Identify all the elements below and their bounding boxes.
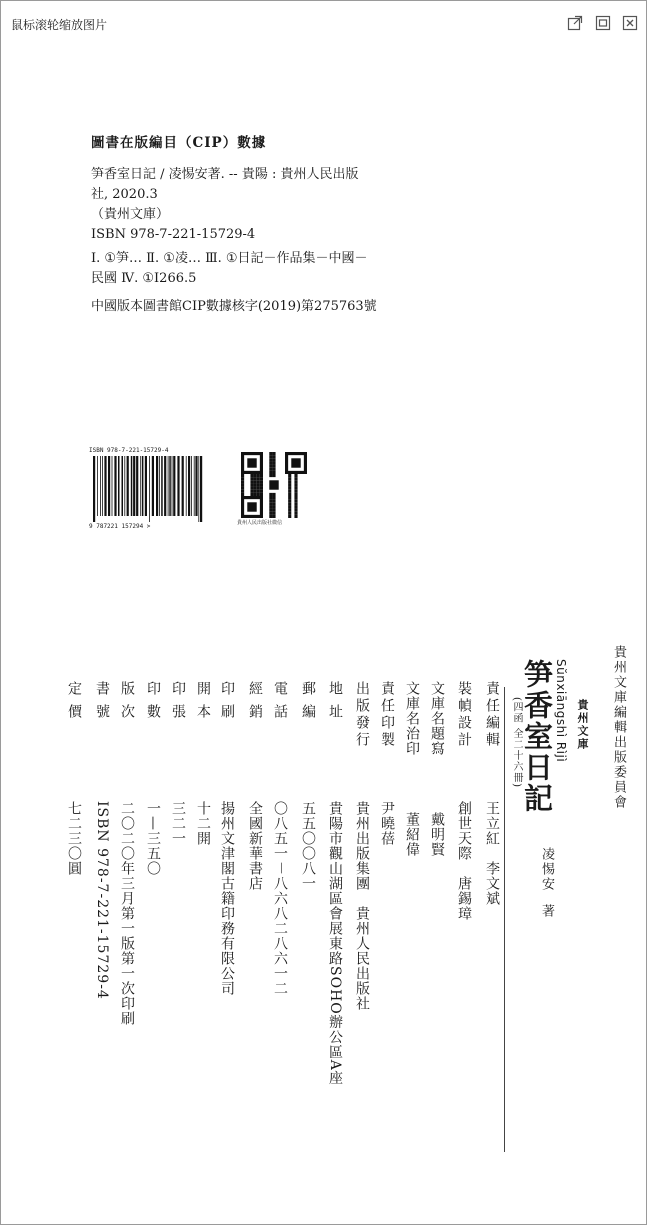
colophon-value: 創世天際 唐錫璋: [456, 801, 472, 921]
author-suffix: 著: [539, 904, 554, 917]
book-title-pinyin: Sŭnxiāngshì Rìjì: [554, 659, 568, 763]
colophon-value: 貴州出版集團 貴州人民出版社: [354, 801, 370, 1011]
colophon-label: 責任編輯: [484, 681, 500, 749]
colophon-value: 五五〇〇八一: [300, 801, 316, 891]
colophon-label: 經銷: [247, 681, 263, 727]
isbn-barcode: [89, 447, 211, 535]
colophon-label: 責任印製: [379, 681, 395, 749]
colophon-label: 出版發行: [354, 681, 370, 749]
cip-isbn: ISBN 978-7-221-15729-4: [91, 227, 256, 242]
colophon-value: ISBN 978-7-221-15729-4: [94, 801, 110, 1000]
colophon-value: 〇八五一－八六八二八六一二: [272, 801, 288, 996]
barcode-isbn: ISBN 978-7-221-15729-4: [89, 447, 169, 454]
colophon-label: 印刷: [219, 681, 235, 727]
committee-name: 貴州文庫編輯出版委員會: [611, 645, 626, 810]
barcode-bars: [91, 456, 205, 522]
colophon-label: 書號: [94, 681, 110, 727]
cip-line: （貴州文庫）: [91, 207, 170, 222]
divider-line: [504, 687, 505, 1152]
colophon-label: 印數: [145, 681, 161, 727]
colophon-value: 王立紅 李文斌: [484, 801, 500, 906]
colophon-value: 揚州文津閣古籍印務有限公司: [219, 801, 235, 996]
maximize-icon[interactable]: [595, 15, 611, 31]
cip-line: 民國 Ⅳ. ①I266.5: [91, 271, 197, 286]
colophon-value: 一—三五〇: [145, 801, 161, 876]
cip-line: Ⅰ. ①笋… Ⅱ. ①凌… Ⅲ. ①日記－作品集－中國－: [91, 251, 368, 266]
cip-line: 笋香室日記 / 凌惕安著. -- 貴陽 : 貴州人民出版: [91, 167, 359, 182]
colophon-value: 董紹偉: [404, 812, 420, 857]
colophon-label: 印張: [170, 681, 186, 727]
window-title: 鼠标滚轮缩放图片: [11, 18, 108, 32]
colophon-label: 文庫名題寫: [429, 681, 445, 756]
colophon-value: 貴陽市觀山湖區會展東路SOHO辦公區A座: [327, 801, 343, 1086]
title-bar: [1, 1, 646, 47]
colophon-label: 開本: [195, 681, 211, 727]
open-external-icon[interactable]: [567, 15, 583, 31]
colophon-value: 戴明賢: [429, 812, 445, 857]
colophon-value: 全國新華書店: [247, 801, 263, 891]
colophon-value: 尹曉蓓: [379, 801, 395, 846]
book-title: 笋香室日記: [520, 659, 554, 814]
copyright-page-image: [1, 47, 646, 1224]
series-logo: 貴州文庫: [576, 699, 589, 751]
volume-note: (四函 全二十六冊): [511, 697, 522, 788]
author-name: 凌惕安: [539, 847, 554, 892]
cip-number: 中國版本圖書館CIP數據核字(2019)第275763號: [91, 299, 377, 314]
cip-line: 社, 2020.3: [91, 187, 158, 202]
colophon-value: 七二三〇圓: [66, 801, 82, 876]
close-icon[interactable]: [622, 15, 638, 31]
colophon-label: 郵編: [300, 681, 316, 727]
cip-heading: 圖書在版編目（CIP）數據: [91, 135, 267, 151]
barcode-digits: 9 787221 157294 >: [89, 523, 151, 530]
qr-caption: 貴州人民出版社微信: [237, 520, 283, 526]
qr-code: [241, 452, 307, 518]
colophon-label: 電話: [272, 681, 288, 727]
colophon-label: 定價: [66, 681, 82, 727]
colophon-label: 文庫名治印: [404, 681, 420, 756]
colophon-value: 二〇二〇年三月第一版第一次印刷: [119, 801, 135, 1026]
colophon-label: 版次: [119, 681, 135, 727]
colophon-value: 三二一: [170, 801, 186, 846]
colophon-label: 裝幀設計: [456, 681, 472, 749]
colophon-value: 十二開: [195, 801, 211, 846]
colophon-label: 地址: [327, 681, 343, 727]
